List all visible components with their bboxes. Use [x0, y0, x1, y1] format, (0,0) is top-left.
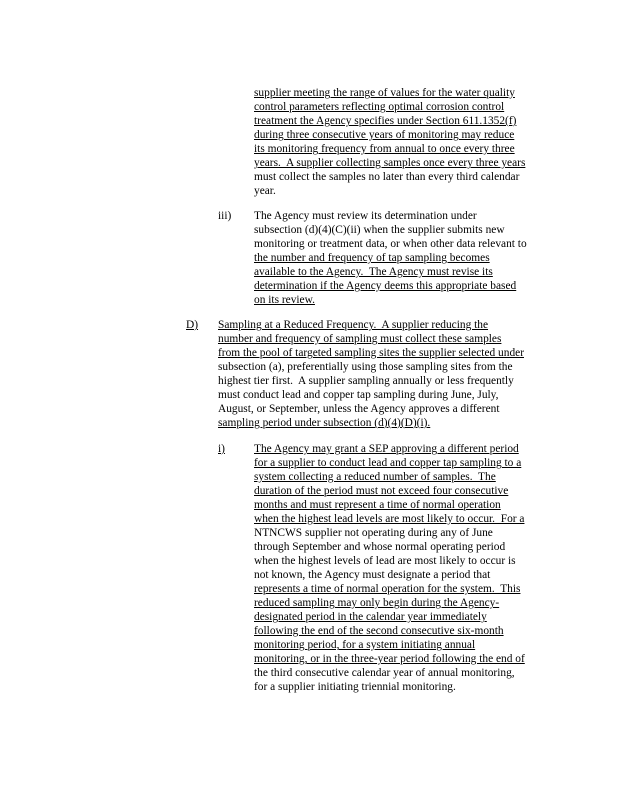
text-line: not known, the Agency must designate a period that [254, 569, 491, 581]
text-line: when the highest lead levels are most likely to occur. For a [254, 513, 525, 525]
text-line: monitoring or treatment data, or when other data relevant to [254, 238, 527, 250]
text-line: subsection (d)(4)(C)(ii) when the supplier submits new [254, 224, 505, 236]
text-line: control parameters reflecting optimal corrosion control [254, 101, 505, 113]
text-line: system collecting a reduced number of samples. The [254, 471, 496, 483]
text-line: monitoring, or in the three-year period following the end of [254, 653, 525, 665]
text-line: Sampling at a Reduced Frequency. A supplier reducing the [218, 319, 489, 331]
text-line: months and must represent a time of normal operation [254, 499, 501, 511]
text-line: for a supplier initiating triennial monitoring. [254, 681, 456, 693]
text-line: number and frequency of sampling must collect these samples [218, 333, 502, 345]
item-marker: D) [186, 319, 199, 331]
text-line: the third consecutive calendar year of annual monitoring, [254, 667, 515, 679]
text-line: NTNCWS supplier not operating during any of June [254, 527, 493, 539]
text-line: represents a time of normal operation for the system. This [254, 583, 521, 595]
text-line: when the highest levels of lead are most likely to occur is [254, 555, 516, 567]
text-line: designated period in the calendar year immediately [254, 611, 487, 623]
text-line: its monitoring frequency from annual to once every three [254, 143, 515, 155]
text-line: year. [254, 185, 276, 197]
text-line: supplier meeting the range of values for the water quality [254, 87, 515, 99]
text-line: years. A supplier collecting samples once every three years [254, 157, 526, 169]
text-line: on its review. [254, 294, 315, 306]
text-line: treatment the Agency specifies under Section 611.1352(f) [254, 115, 517, 127]
item-marker: iii) [218, 210, 232, 222]
text-line: for a supplier to conduct lead and copper tap sampling to a [254, 457, 522, 469]
text-line: determination if the Agency deems this appropriate based [254, 280, 517, 292]
text-line: The Agency must review its determination under [254, 210, 477, 222]
text-line: following the end of the second consecutive six-month [254, 625, 504, 637]
text-line: through September and whose normal operating period [254, 541, 506, 553]
text-line: monitoring period, for a system initiating annual [254, 639, 476, 651]
text-line: sampling period under subsection (d)(4)(D)(i). [218, 417, 431, 429]
text-line: from the pool of targeted sampling sites the supplier selected under [218, 347, 524, 359]
text-line: available to the Agency. The Agency must revise its [254, 266, 493, 278]
text-line: The Agency may grant a SEP approving a different period [254, 443, 519, 455]
text-line: duration of the period must not exceed four consecutive [254, 485, 509, 497]
text-line: subsection (a), preferentially using those sampling sites from the [218, 361, 513, 373]
text-line: must conduct lead and copper tap sampling during June, July, [218, 389, 499, 401]
item-marker: i) [218, 443, 225, 455]
text-line: the number and frequency of tap sampling becomes [254, 252, 490, 264]
text-line: highest tier first. A supplier sampling annually or less frequently [218, 375, 514, 387]
text-line: August, or September, unless the Agency approves a different [218, 403, 500, 415]
text-line: during three consecutive years of monitoring may reduce [254, 129, 515, 141]
text-line: must collect the samples no later than every third calendar [254, 171, 520, 183]
text-line: reduced sampling may only begin during the Agency- [254, 597, 500, 609]
